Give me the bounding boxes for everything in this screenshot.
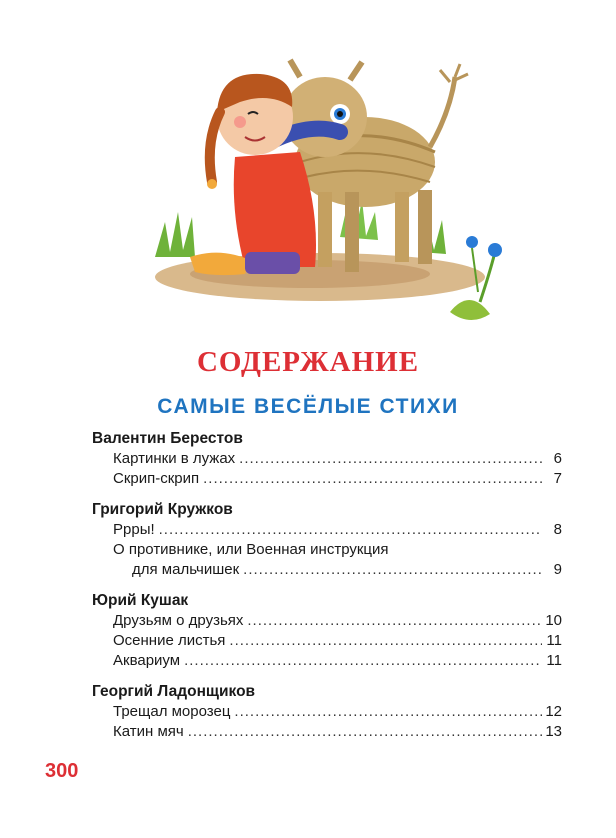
entry-title: Трещал морозец [113,703,231,720]
entry-title: Аквариум [113,652,181,669]
toc-entry[interactable] [113,449,562,469]
dot-leader [239,449,542,469]
section-title: САМЫЕ ВЕСЁЛЫЕ СТИХИ [157,395,459,418]
author-name: Георгий Ладонщиков [92,683,256,700]
entry-page: 11 [546,632,562,649]
toc-entry[interactable] [113,469,562,489]
entry-page: 8 [553,521,562,538]
entry-page: 10 [545,612,562,629]
dot-leader [234,702,542,722]
entry-page: 7 [553,470,562,487]
dot-leader [188,722,542,742]
entry-page: 13 [545,723,562,740]
toc-entry[interactable] [113,611,562,631]
contents-heading: СОДЕРЖАНИЕ [196,346,420,378]
toc-entry[interactable] [132,560,562,580]
table-of-contents [92,429,562,742]
entry-page: 9 [553,561,562,578]
toc-entry[interactable] [113,520,562,540]
author-name: Григорий Кружков [92,501,233,518]
author-name: Валентин Берестов [92,430,243,447]
entry-title: Осенние листья [113,632,226,649]
entry-page: 11 [546,652,562,669]
page-number: 300 [45,760,79,782]
entry-title: Скрип-скрип [113,470,200,487]
girl-hugging-straw-calf-illustration [150,52,510,342]
entry-title-line1[interactable]: О противнике, или Военная инструкция [113,541,389,558]
toc-entry[interactable] [113,631,562,651]
entry-title: Картинки в лужах [113,450,236,467]
dot-leader [229,631,542,651]
dot-leader [159,520,542,540]
dot-leader [184,651,542,671]
entry-title: Катин мяч [113,723,184,740]
entry-title: Друзьям о друзьях [113,612,244,629]
entry-page: 12 [545,703,562,720]
author-name: Юрий Кушак [92,592,189,609]
toc-entry[interactable] [113,702,562,722]
entry-title: для мальчишек [132,561,240,578]
toc-entry[interactable] [113,722,562,742]
dot-leader [247,611,542,631]
entry-title: Ррры! [113,521,155,538]
dot-leader [203,469,542,489]
toc-entry[interactable] [113,651,562,671]
dot-leader [243,560,542,580]
entry-page: 6 [553,450,562,467]
